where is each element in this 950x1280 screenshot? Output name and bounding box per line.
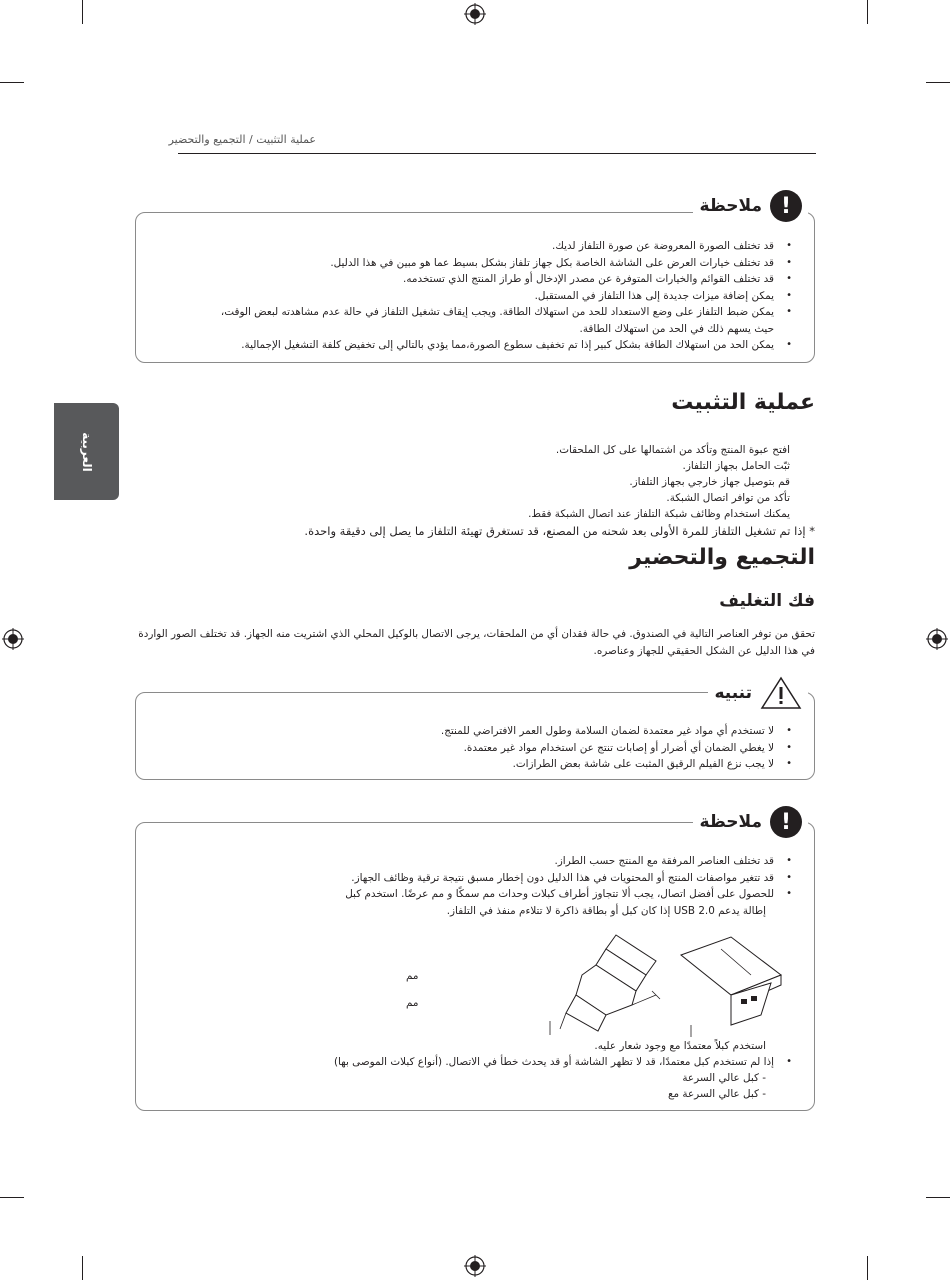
caution-list [146,723,814,773]
note-list [146,853,814,903]
crop-mark [926,82,950,83]
registration-mark-icon [464,1255,486,1277]
install-step: افتح عبوة المنتج وتأكد من اشتمالها على كل الملحقات. [555,444,790,456]
list-item: • قد تتغير مواصفات المنتج أو المحتويات في هذا الدليل دون إخطار مسبق نتيجة ترقية وظائف الجهاز. [146,870,814,887]
note-box [135,822,815,1111]
install-step: قم بتوصيل جهاز خارجي بجهاز التلفاز. [629,476,790,488]
usb-logo-note: استخدم كبلاً معتمدًا مع وجود شعار عليه. [594,1040,766,1052]
note-list [146,238,814,354]
registration-mark-icon [464,3,486,25]
list-item: • قد تختلف العناصر المرفقة مع المنتج حسب الطراز. [146,853,814,870]
section-title-assembly: التجميع والتحضير [629,545,815,570]
list-item: • يمكن إضافة ميزات جديدة إلى هذا التلفاز في المستقبل. [146,288,814,305]
caution-header [708,676,808,710]
note-header [693,806,808,838]
install-footnote: * إذا تم تشغيل التلفاز للمرة الأولى بعد شحنه من المصنع، قد تستغرق تهيئة التلفاز ما يصل إلى دقيقة واحدة. [304,524,815,538]
crop-mark [867,1256,868,1280]
list-item [146,304,814,337]
note-header [693,190,808,222]
unpacking-text: تحقق من توفر العناصر التالية في الصندوق. في حالة فقدان أي من الملحقات، يرجى الاتصال بالوكيل المحلي الذي اشتريت منه الجهاز. قد تختلف الصور الواردة في هذا الدليل عن الشكل الحقيقي للجهاز وعناصره. [138,628,815,657]
exclamation-circle-icon: ! [770,806,802,838]
sub-list-item: - كبل عالي السرعة [682,1072,766,1084]
crop-mark [82,1256,83,1280]
registration-mark-icon [926,628,948,650]
install-step: ثبّت الحامل بجهاز التلفاز. [682,460,790,472]
list-item: • لا يجب نزع الفيلم الرقيق المثبت على شاشة بعض الطرازات. [146,756,814,773]
install-step: تأكد من توافر اتصال الشبكة. [666,492,790,504]
note-title: ملاحظة [699,812,762,832]
list-item: • قد تختلف خيارات العرض على الشاشة الخاصة بكل جهاز تلفاز بشكل بسيط عما هو مبين في هذا الدليل. [146,255,814,272]
note-list [146,1054,814,1071]
list-item: • لا يغطي الضمان أي أضرار أو إصابات تنتج عن استخدام مواد غير معتمدة. [146,740,814,757]
sub-list-item: - كبل عالي السرعة مع [667,1088,766,1100]
note-box [135,212,815,363]
exclamation-circle-icon: ! [770,190,802,222]
language-side-tab-label: العربية [79,431,94,472]
list-item-text: للحصول على أفضل اتصال، يجب ألا تتجاوز أطراف كبلات وحدات مم سمكًا و مم عرضًا. استخدم كبل [345,888,774,900]
crop-mark [926,1197,950,1198]
list-item: • يمكن الحد من استهلاك الطاقة بشكل كبير إذا تم تخفيف سطوع الصورة،مما يؤدي بالتالي إلى تخفيض كلفة التشغيل الإجمالية. [146,337,814,354]
section-title-installation: عملية التثبيت [671,390,815,415]
header-divider [178,153,816,154]
crop-mark [0,1197,24,1198]
list-item-text: يمكن ضبط التلفاز على وضع الاستعداد للحد من استهلاك الطاقة. ويجب إيقاف تشغيل التلفاز في حالة عدم مشاهدته لبعض الوقت، [220,306,774,318]
list-item: • إذا لم تستخدم كبل معتمدًا، قد لا تظهر الشاشة أو قد يحدث خطأ في الاتصال. (أنواع كبلات الموصى بها) [146,1054,814,1071]
note-title: ملاحظة [699,196,762,216]
list-item [146,886,814,903]
list-item: • قد تختلف القوائم والخيارات المتوفرة عن مصدر الإدخال أو طراز المنتج الذي تستخدمه. [146,271,814,288]
crop-mark [0,82,24,83]
language-side-tab [54,403,119,500]
crop-mark [867,0,868,24]
list-item-continuation: إطالة يدعم USB 2.0 إذا كان كبل أو بطاقة ذاكرة لا تتلاءم منفذ في التلفاز. [446,905,766,917]
dimension-label: مم [406,997,419,1009]
dimension-label: مم [406,970,419,982]
usb-flash-drive-illustration [661,935,801,1039]
list-item: • قد تختلف الصورة المعروضة عن صورة التلفاز لديك. [146,238,814,255]
install-step: يمكنك استخدام وظائف شبكة التلفاز عند اتصال الشبكة فقط. [528,508,790,520]
breadcrumb: عملية التثبيت / التجميع والتحضير [168,133,316,146]
registration-mark-icon [2,628,24,650]
list-item: • لا تستخدم أي مواد غير معتمدة لضمان السلامة وطول العمر الافتراضي للمنتج. [146,723,814,740]
subsection-title-unpacking: فك التغليف [719,591,815,611]
crop-mark [82,0,83,24]
warning-triangle-icon [760,676,802,710]
list-item-continuation: حيث يسهم ذلك في الحد من استهلاك الطاقة. [579,322,774,335]
caution-title: تنبيه [714,683,752,703]
